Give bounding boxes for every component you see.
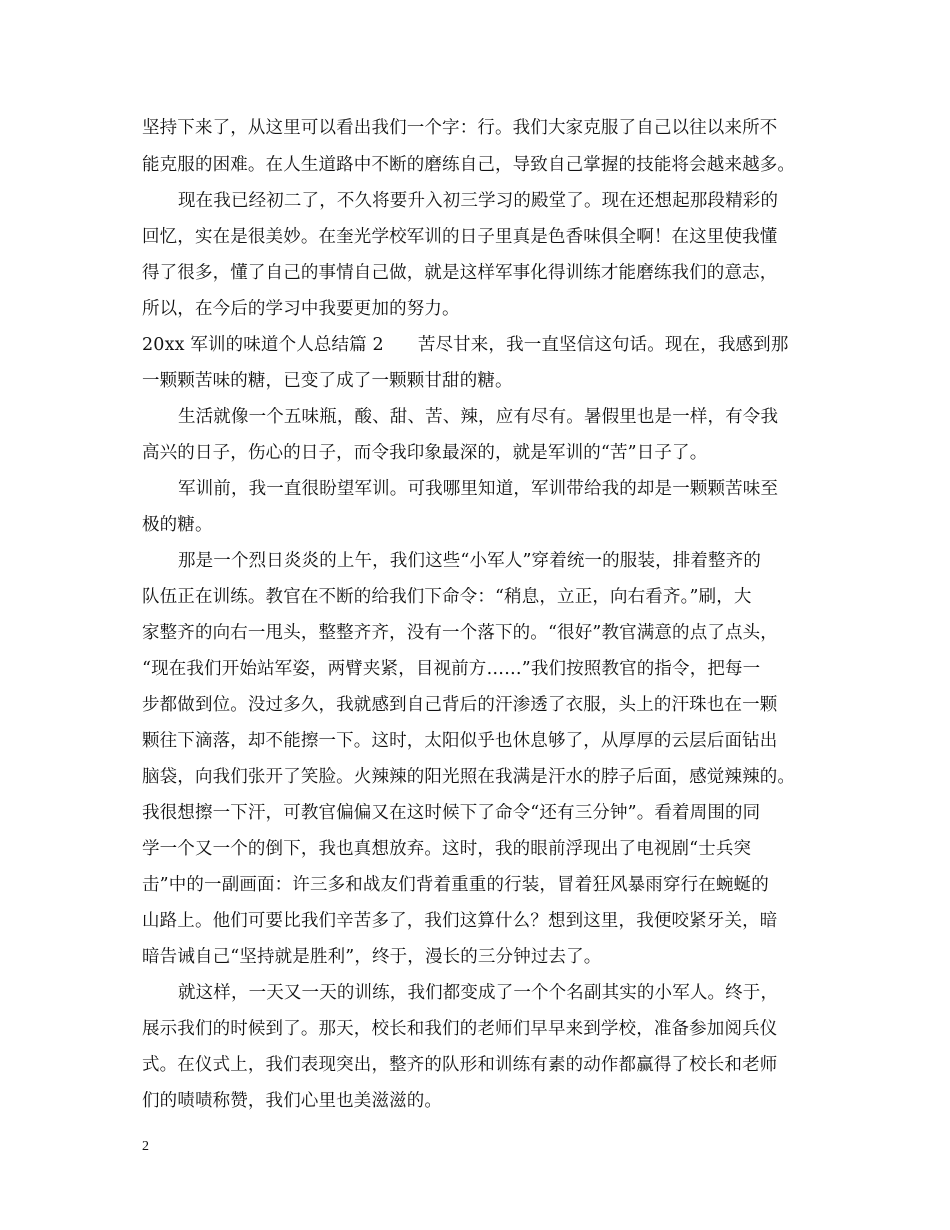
text-line: “现在我们开始站军姿，两臂夹紧，目视前方……”我们按照教官的指令，把每一: [142, 659, 761, 679]
text-line: 颗往下滴落，却不能擦一下。这时，太阳似乎也休息够了，从厚厚的云层后面钻出: [142, 731, 778, 751]
text-line: 式。在仪式上，我们表现突出，整齐的队形和训练有素的动作都赢得了校长和老师: [142, 1055, 778, 1075]
text-line: 高兴的日子，伤心的日子，而令我印象最深的，就是军训的“苦”日子了。: [142, 443, 708, 463]
text-line: 展示我们的时候到了。那天，校长和我们的老师们早早来到学校，准备参加阅兵仪: [142, 1019, 778, 1039]
text-line: 我很想擦一下汗，可教官偏偏又在这时候下了命令“还有三分钟”。看着周围的同: [142, 803, 761, 823]
text-line: 回忆，实在是很美妙。在奎光学校军训的日子里真是色香味俱全啊！在这里使我懂: [142, 227, 778, 247]
text-line: 得了很多，懂了自己的事情自己做，就是这样军事化得训练才能磨练我们的意志，: [142, 263, 778, 283]
text-line: 击”中的一副画面：许三多和战友们背着重重的行装，冒着狂风暴雨穿行在蜿蜒的: [142, 875, 769, 895]
text-line: 极的糖。: [142, 515, 213, 535]
text-line: 一颗颗苦味的糖，已变了成了一颗颗甘甜的糖。: [142, 371, 513, 391]
section-heading-line: [142, 333, 788, 357]
text-line: 学一个又一个的倒下，我也真想放弃。这时，我的眼前浮现出了电视剧“士兵突: [142, 839, 752, 859]
text-line: 暗告诫自己“坚持就是胜利”，终于，漫长的三分钟过去了。: [142, 947, 602, 967]
text-line: 军训前，我一直很盼望军训。可我哪里知道，军训带给我的却是一颗颗苦味至: [178, 479, 779, 499]
text-line: 能克服的困难。在人生道路中不断的磨练自己，导致自己掌握的技能将会越来越多。: [142, 155, 796, 175]
text-line: 们的啧啧称赞，我们心里也美滋滋的。: [142, 1091, 443, 1111]
page-number: 2: [142, 1139, 149, 1154]
text-line: 苦尽甘来，我一直坚信这句话。现在，我感到那: [417, 335, 789, 355]
text-line: 队伍正在训练。教官在不断的给我们下命令：“稍息，立正，向右看齐。”刷，大: [142, 587, 752, 607]
text-line: 坚持下来了，从这里可以看出我们一个字：行。我们大家克服了自己以往以来所不: [142, 118, 778, 138]
text-line: 脑袋，向我们张开了笑脸。火辣辣的阳光照在我满是汗水的脖子后面，感觉辣辣的。: [142, 767, 796, 787]
text-line: 步都做到位。没过多久，我就感到自己背后的汗渗透了衣服，头上的汗珠也在一颗: [142, 695, 778, 715]
text-line: 现在我已经初二了，不久将要升入初三学习的殿堂了。现在还想起那段精彩的: [178, 191, 779, 211]
text-line: 那是一个烈日炎炎的上午，我们这些“小军人”穿着统一的服装，排着整齐的: [178, 551, 761, 571]
text-line: 就这样，一天又一天的训练，我们都变成了一个个名副其实的小军人。终于，: [178, 983, 779, 1003]
text-line: 所以，在今后的学习中我要更加的努力。: [142, 299, 460, 319]
text-line: 山路上。他们可要比我们辛苦多了，我们这算什么？想到这里，我便咬紧牙关，暗: [142, 911, 778, 931]
text-line: 生活就像一个五味瓶，酸、甜、苦、辣，应有尽有。暑假里也是一样，有令我: [178, 407, 779, 427]
text-line: 家整齐的向右一甩头，整整齐齐，没有一个落下的。“很好”教官满意的点了点头，: [142, 623, 778, 643]
section-heading: 20xx 军训的味道个人总结篇 2: [142, 335, 384, 355]
